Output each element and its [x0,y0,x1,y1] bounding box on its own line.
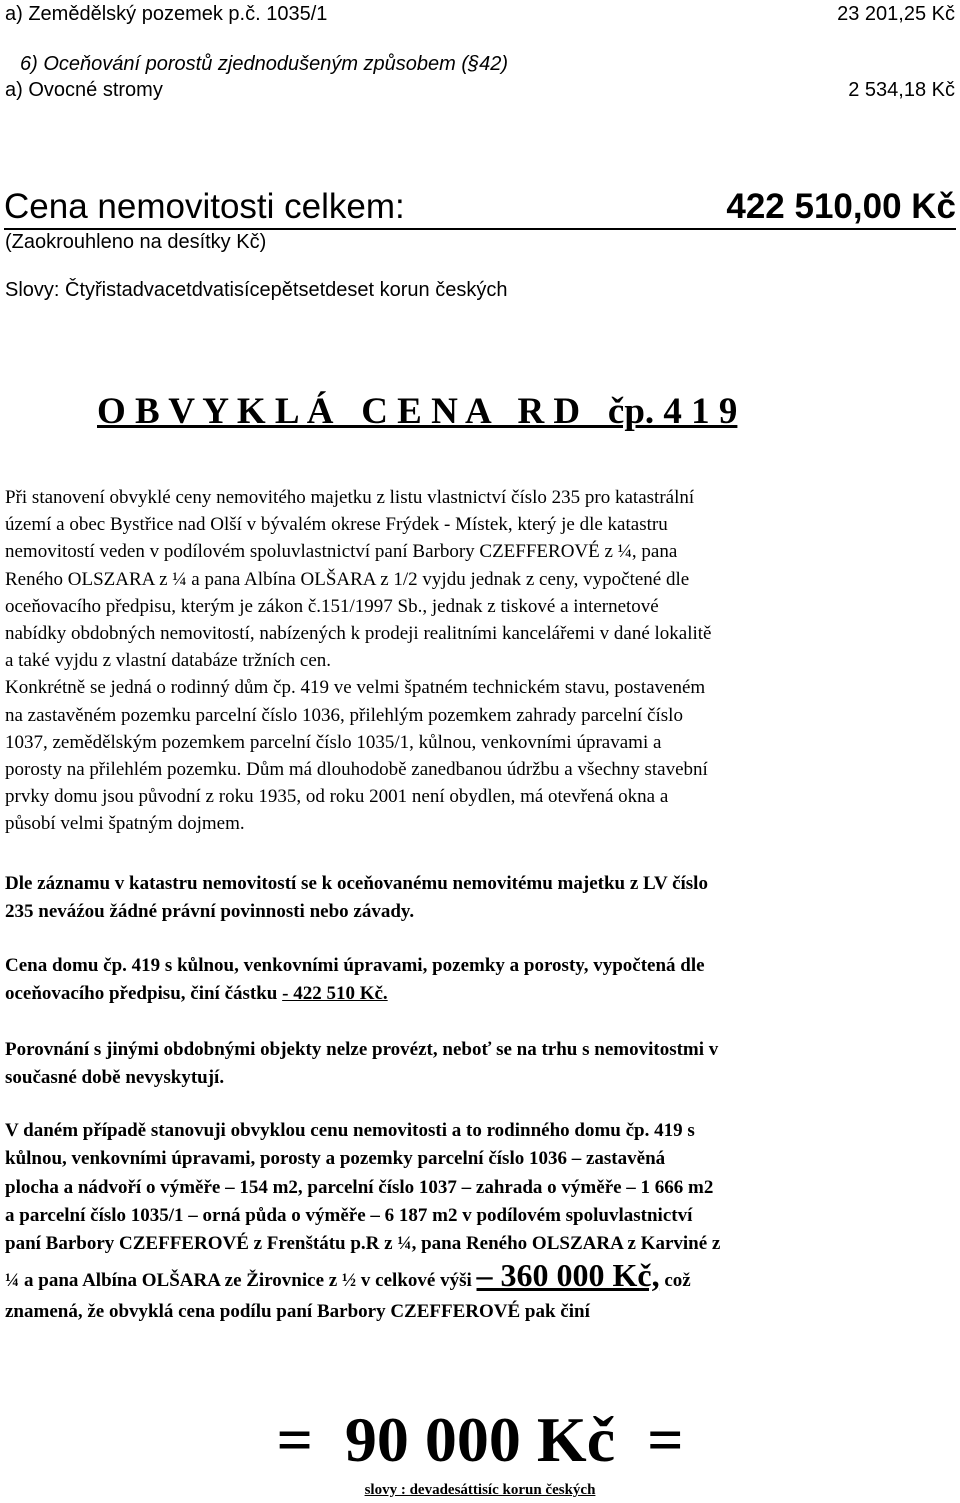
rounded-note: (Zaokrouhleno na desítky Kč) [5,231,267,253]
conclusion-line: paní Barbory CZEFFEROVÉ z Frenštátu p.R z ¼, pana Reného OLSZARA z Karviné z [5,1233,721,1255]
section6-title: 6) Oceňování porostů zjednodušeným způsobem (§42) [20,53,509,75]
intro-line: Reného OLSZARA z ¼ a pana Albína OLŠARA z 1/2 vyjdu jednak z ceny, vypočtené dle [5,568,690,590]
intro-line: nemovitostí veden v podílovém spoluvlastnictví paní Barbory CZEFFEROVÉ z ¼, pana [5,541,678,563]
final-words: slovy : devadesáttisíc korun českých [364,1482,596,1498]
price-line-2 [5,980,705,1008]
total-value: 422 510,00 Kč [726,187,956,226]
conclusion-amount: – 360 000 Kč, [476,1257,660,1294]
intro-line: oceňovacího předpisu, kterým je zákon č.151/1997 Sb., jednak z tiskové a internetové [5,595,659,617]
conclusion-tail: což [659,1270,691,1292]
intro-line: nabídky obdobných nemovitostí, nabízených k prodeji realitními kancelářemi v dané lokalitě [5,623,712,645]
cadastre-line: 235 neváźou žádné právní povinnosti nebo závady. [5,901,415,922]
conclusion-text: ¼ a pana Albína OLŠARA ze Žirovnice z ½ v celkové výši [5,1270,477,1292]
cadastre-line: Dle záznamu v katastru nemovitostí se k oceňovanému nemovitému majetku z LV číslo [5,873,708,894]
lot-row [5,0,955,28]
conclusion-paragraph [5,1117,720,1327]
price-paragraph [5,952,705,1008]
intro-line: prvky domu jsou původní z roku 1935, od roku 2001 není obydlen, má otevřená okna a [5,786,669,808]
fruit-trees-row [5,76,955,104]
price-text: oceňovacího předpisu, činí částku [5,983,283,1004]
intro-line: porosty na přilehlém pozemku. Dům má dlouhodobě zanedbanou údržbu a všechny stavební [5,759,708,781]
total-label: Cena nemovitosti celkem: [4,187,405,226]
conclusion-line: V daném případě stanovuji obvyklou cenu nemovitosti a to rodinného domu čp. 419 s [5,1120,695,1141]
comparison-paragraph [5,1036,718,1092]
intro-line: Při stanovení obvyklé ceny nemovitého majetku z listu vlastnictví číslo 235 pro katastrální [5,487,695,508]
final-amount: = 90 000 Kč = [276,1404,684,1475]
intro-line: Konkrétně se jedná o rodinný dům čp. 419 ve velmi špatném technickém stavu, postaveném [5,677,706,699]
conclusion-line-6 [5,1258,720,1298]
lot-label: a) Zemědělský pozemek p.č. 1035/1 [5,3,328,25]
lot-value: 23 201,25 Kč [837,3,955,25]
fruit-trees-label: a) Ovocné stromy [5,79,163,101]
comparison-line: současné době nevyskytují. [5,1067,225,1088]
conclusion-line: kůlnou, venkovními úpravami, porosty a pozemky parcelní číslo 1036 – zastavěná [5,1148,666,1170]
intro-paragraph [5,484,910,838]
comparison-line: Porovnání s jinými obdobnými objekty nelze provézt, neboť se na trhu s nemovitostmi v [5,1039,719,1060]
heading-usual-price: O B V Y K L Á C E N A R D čp. 4 1 9 [97,391,738,432]
intro-line: 1037, zemědělským pozemkem parcelní číslo 1035/1, kůlnou, venkovními úpravami a [5,731,662,753]
price-line: Cena domu čp. 419 s kůlnou, venkovními úpravami, pozemky a porosty, vypočtená dle [5,955,705,976]
conclusion-line: plocha a nádvoří o výměře – 154 m2, parcelní číslo 1037 – zahrada o výměře – 1 666 m2 [5,1176,714,1198]
intro-line: působí velmi špatným dojmem. [5,813,245,835]
conclusion-line: znamená, že obvyklá cena podílu paní Barbory CZEFFEROVÉ pak činí [5,1301,590,1323]
intro-line: území a obec Bystřice nad Olší v bývalém okrese Frýdek - Místek, který je dle katastru [5,514,668,536]
intro-line: a také vyjdu z vlastní databáze tržních cen. [5,650,332,672]
cadastre-paragraph [5,870,708,926]
intro-line: na zastavěném pozemku parcelní číslo 1036, přilehlým pozemkem zahrady parcelní číslo [5,704,683,726]
conclusion-line: a parcelní číslo 1035/1 – orná půda o výměře – 6 187 m2 v podílovém spoluvlastnictví [5,1204,693,1226]
price-amount: - 422 510 Kč. [282,983,388,1004]
fruit-trees-value: 2 534,18 Kč [848,79,955,101]
total-words: Slovy: Čtyřistadvacetdvatisícepětsetdeset korun českých [5,279,508,301]
total-row [4,184,956,230]
